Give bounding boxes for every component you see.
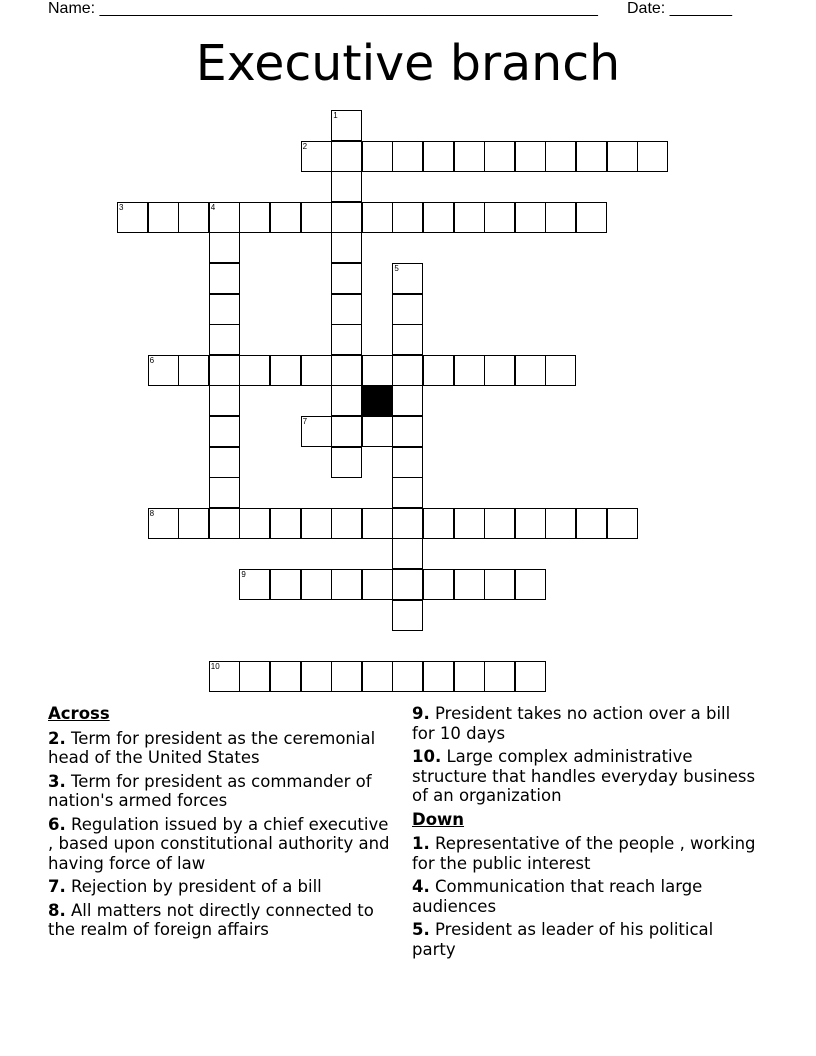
- grid-cell[interactable]: [362, 508, 393, 539]
- clues-column-right: [412, 704, 757, 963]
- grid-cell[interactable]: [331, 661, 362, 692]
- grid-cell[interactable]: [454, 202, 485, 233]
- grid-cell[interactable]: [209, 294, 240, 325]
- clue-across-2: [48, 729, 393, 768]
- clue-number: 9.: [412, 704, 430, 723]
- grid-cell[interactable]: [545, 508, 576, 539]
- clue-text: Term for president as commander of nation's armed forces: [48, 771, 372, 810]
- clues-column-left: [48, 704, 393, 944]
- clue-text: President as leader of his political party: [412, 920, 714, 959]
- clue-number-label: 8: [149, 508, 155, 518]
- clue-number: 2.: [48, 728, 66, 748]
- grid-cell[interactable]: [239, 355, 270, 386]
- down-heading: Down: [412, 809, 465, 829]
- grid-cell[interactable]: [239, 508, 270, 539]
- clue-across-9: [412, 704, 757, 743]
- grid-cell[interactable]: [270, 569, 301, 600]
- grid-cell[interactable]: [362, 661, 393, 692]
- grid-cell[interactable]: [362, 141, 393, 172]
- grid-cell[interactable]: [209, 232, 240, 263]
- grid-cell[interactable]: [331, 110, 362, 141]
- grid-cell[interactable]: [209, 661, 240, 692]
- grid-cell[interactable]: [484, 661, 515, 692]
- grid-cell[interactable]: [454, 141, 485, 172]
- grid-cell[interactable]: [301, 508, 332, 539]
- grid-cell[interactable]: [515, 508, 546, 539]
- grid-cell[interactable]: [301, 355, 332, 386]
- grid-cell[interactable]: [515, 661, 546, 692]
- grid-cell[interactable]: [484, 508, 515, 539]
- grid-cell[interactable]: [209, 324, 240, 355]
- grid-cell[interactable]: [270, 661, 301, 692]
- grid-cell[interactable]: [270, 508, 301, 539]
- grid-cell[interactable]: [392, 508, 423, 539]
- grid-cell[interactable]: [331, 447, 362, 478]
- grid-cell[interactable]: [331, 569, 362, 600]
- grid-cell[interactable]: [331, 294, 362, 325]
- grid-cell[interactable]: [209, 263, 240, 294]
- clue-text: Term for president as the ceremonial head of the United States: [48, 728, 376, 767]
- grid-cell[interactable]: [331, 385, 362, 416]
- grid-cell[interactable]: [637, 141, 668, 172]
- grid-cell[interactable]: [331, 232, 362, 263]
- grid-cell[interactable]: [545, 355, 576, 386]
- grid-cell[interactable]: [331, 416, 362, 447]
- clue-text: Regulation issued by a chief executive , based upon constitutional authority and having force of law: [48, 814, 390, 873]
- grid-cell[interactable]: [362, 416, 393, 447]
- grid-cell[interactable]: [301, 569, 332, 600]
- grid-cell[interactable]: [178, 508, 209, 539]
- clue-number: 8.: [48, 900, 66, 920]
- clue-number-label: 3: [119, 202, 124, 212]
- grid-cell[interactable]: [331, 263, 362, 294]
- grid-block: [362, 385, 393, 416]
- grid-cell[interactable]: [423, 141, 454, 172]
- grid-cell[interactable]: [270, 355, 301, 386]
- grid-cell[interactable]: [392, 324, 423, 355]
- grid-cell[interactable]: [392, 202, 423, 233]
- clue-down-4: [412, 877, 757, 916]
- clue-across-7: [48, 877, 393, 897]
- grid-cell[interactable]: [607, 508, 638, 539]
- clue-text: All matters not directly connected to the realm of foreign affairs: [48, 900, 374, 939]
- grid-cell[interactable]: [362, 202, 393, 233]
- grid-cell[interactable]: [209, 385, 240, 416]
- grid-cell[interactable]: [576, 141, 607, 172]
- grid-cell[interactable]: [454, 508, 485, 539]
- grid-cell[interactable]: [209, 416, 240, 447]
- grid-cell[interactable]: [515, 569, 546, 600]
- grid-cell[interactable]: [454, 569, 485, 600]
- clue-number-label: 10: [210, 661, 220, 671]
- grid-cell[interactable]: [576, 508, 607, 539]
- clue-across-3: [48, 772, 393, 811]
- grid-cell[interactable]: [362, 569, 393, 600]
- grid-cell[interactable]: [545, 202, 576, 233]
- grid-cell[interactable]: [178, 355, 209, 386]
- grid-cell[interactable]: [423, 355, 454, 386]
- grid-cell[interactable]: [178, 202, 209, 233]
- grid-cell[interactable]: [484, 141, 515, 172]
- grid-cell[interactable]: [392, 416, 423, 447]
- clue-text: President takes no action over a bill for 10 days: [412, 704, 731, 743]
- grid-cell[interactable]: [239, 569, 270, 600]
- grid-cell[interactable]: [209, 477, 240, 508]
- across-heading: Across: [48, 704, 110, 723]
- grid-cell[interactable]: [423, 202, 454, 233]
- grid-cell[interactable]: [301, 202, 332, 233]
- grid-cell[interactable]: [392, 294, 423, 325]
- grid-cell[interactable]: [239, 661, 270, 692]
- clue-number: 1.: [412, 834, 430, 853]
- grid-cell[interactable]: [576, 202, 607, 233]
- clue-across-6: [48, 815, 393, 874]
- clue-number-label: 7: [302, 417, 308, 426]
- grid-cell[interactable]: [515, 141, 546, 172]
- clue-text: Large complex administrative structure that handles everyday business of an organization: [412, 747, 756, 805]
- grid-cell[interactable]: [392, 569, 423, 600]
- clue-text: Rejection by president of a bill: [71, 877, 322, 896]
- grid-cell[interactable]: [239, 202, 270, 233]
- clue-number-label: 9: [241, 570, 246, 579]
- grid-cell[interactable]: [392, 538, 423, 569]
- clue-number: 5.: [412, 920, 430, 939]
- grid-cell[interactable]: [331, 202, 362, 233]
- grid-cell[interactable]: [331, 324, 362, 355]
- grid-cell[interactable]: [209, 202, 240, 233]
- grid-cell[interactable]: [209, 508, 240, 539]
- grid-cell[interactable]: [301, 141, 332, 172]
- grid-cell[interactable]: [148, 508, 179, 539]
- grid-cell[interactable]: [484, 569, 515, 600]
- grid-cell[interactable]: [392, 600, 423, 631]
- grid-cell[interactable]: [362, 355, 393, 386]
- grid-cell[interactable]: [545, 141, 576, 172]
- clue-number: 6.: [48, 814, 66, 834]
- grid-cell[interactable]: [423, 569, 454, 600]
- clue-number-label: 5: [394, 264, 399, 273]
- date-field-label: Date: _______: [627, 0, 732, 17]
- page-title: Executive branch: [195, 35, 621, 92]
- grid-cell[interactable]: [423, 508, 454, 539]
- grid-cell[interactable]: [484, 355, 515, 386]
- clue-text: Representative of the people , working for the public interest: [412, 834, 756, 873]
- grid-cell[interactable]: [209, 355, 240, 386]
- grid-cell[interactable]: [392, 661, 423, 692]
- grid-cell[interactable]: [331, 508, 362, 539]
- clue-number: 7.: [48, 877, 66, 896]
- grid-cell[interactable]: [454, 661, 485, 692]
- clue-number: 10.: [412, 747, 442, 766]
- clue-down-1: [412, 834, 757, 873]
- clue-number-label: 1: [333, 111, 338, 120]
- clue-number-label: 6: [149, 355, 155, 365]
- grid-cell[interactable]: [148, 202, 179, 233]
- grid-cell[interactable]: [515, 202, 546, 233]
- grid-cell[interactable]: [301, 416, 332, 447]
- grid-cell[interactable]: [454, 355, 485, 386]
- name-field-label: Name: ________________________________________________________: [48, 0, 598, 17]
- grid-cell[interactable]: [270, 202, 301, 233]
- clue-across-10: [412, 747, 757, 806]
- grid-cell[interactable]: [331, 355, 362, 386]
- grid-cell[interactable]: [392, 477, 423, 508]
- clue-number-label: 4: [210, 202, 216, 212]
- clue-number-label: 2: [302, 141, 308, 151]
- grid-cell[interactable]: [331, 141, 362, 172]
- grid-cell[interactable]: [392, 141, 423, 172]
- grid-cell[interactable]: [117, 202, 148, 233]
- grid-cell[interactable]: [392, 447, 423, 478]
- grid-cell[interactable]: [423, 661, 454, 692]
- grid-cell[interactable]: [392, 385, 423, 416]
- grid-cell[interactable]: [148, 355, 179, 386]
- grid-cell[interactable]: [515, 355, 546, 386]
- clue-down-5: [412, 920, 757, 959]
- grid-cell[interactable]: [209, 447, 240, 478]
- grid-cell[interactable]: [331, 171, 362, 202]
- clue-text: Communication that reach large audiences: [412, 877, 703, 916]
- grid-cell[interactable]: [607, 141, 638, 172]
- grid-cell[interactable]: [392, 263, 423, 294]
- clue-across-8: [48, 901, 393, 940]
- grid-cell[interactable]: [392, 355, 423, 386]
- clue-number: 3.: [48, 771, 66, 791]
- grid-cell[interactable]: [484, 202, 515, 233]
- clue-number: 4.: [412, 877, 430, 896]
- grid-cell[interactable]: [301, 661, 332, 692]
